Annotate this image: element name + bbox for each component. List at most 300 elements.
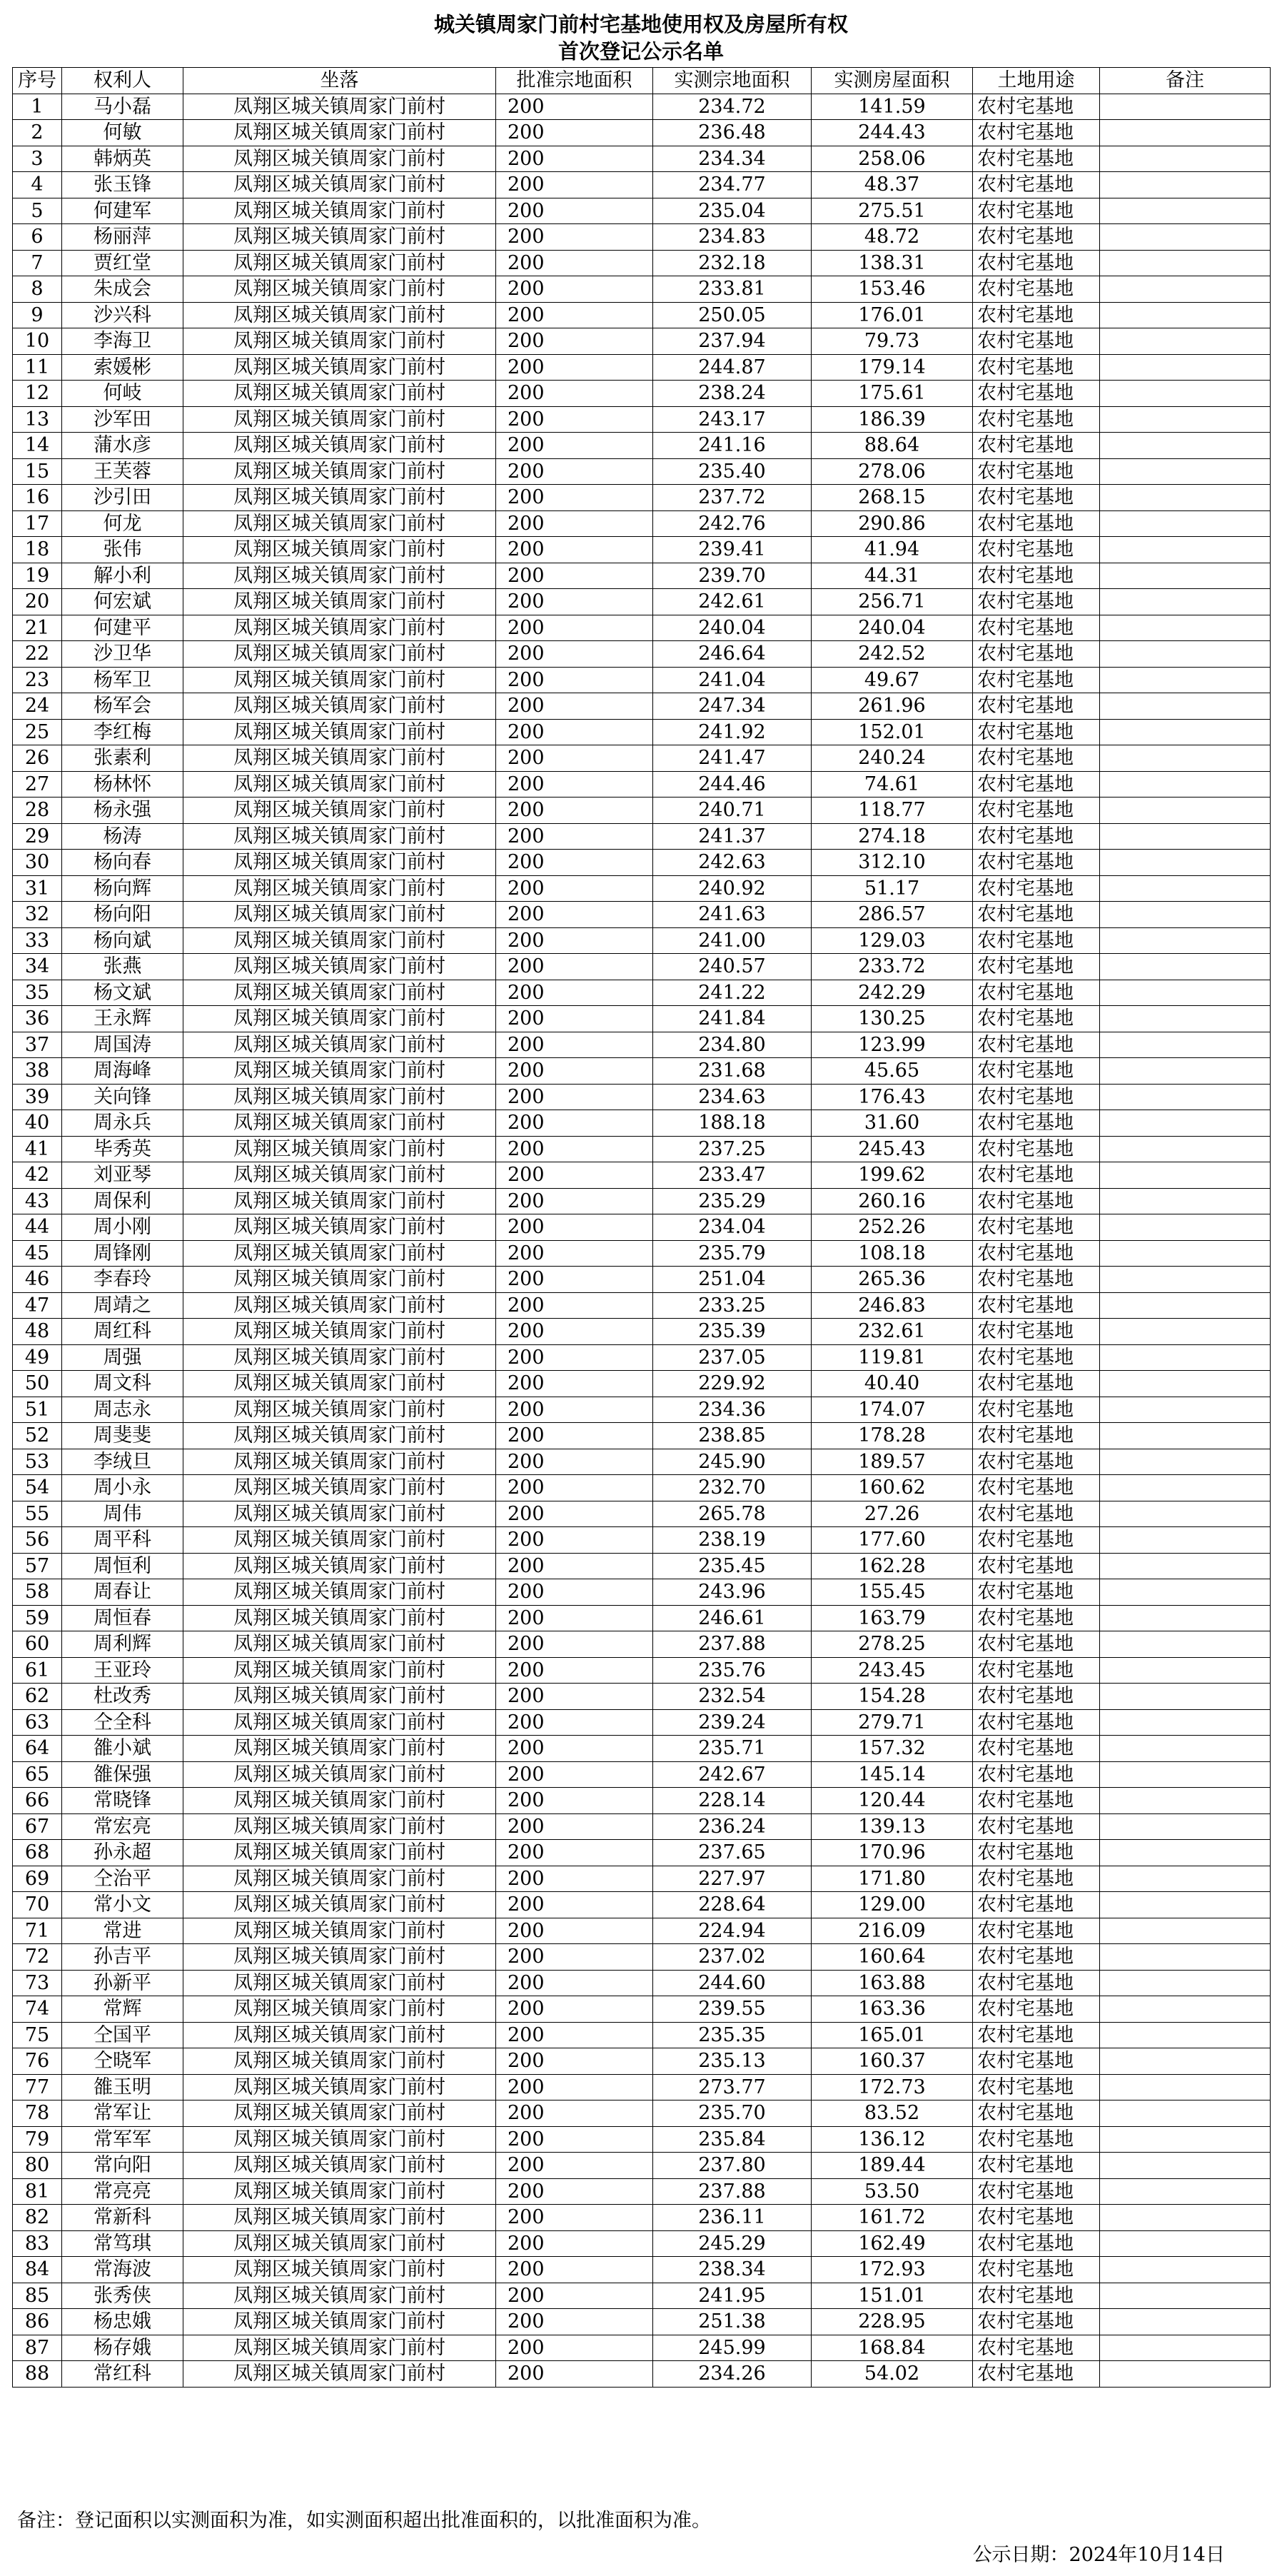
cell-owner: 周春让 <box>62 1579 183 1606</box>
cell-owner: 常进 <box>62 1918 183 1944</box>
cell-owner: 何宏斌 <box>62 589 183 615</box>
table-row <box>13 381 1271 407</box>
table-row <box>13 2309 1271 2335</box>
cell-location: 凤翔区城关镇周家门前村 <box>183 719 496 745</box>
cell-measured-house-area: 279.71 <box>812 1709 973 1736</box>
cell-measured-house-area: 141.59 <box>812 94 973 120</box>
cell-owner: 常军让 <box>62 2100 183 2127</box>
cell-no: 54 <box>13 1475 62 1501</box>
cell-no: 24 <box>13 693 62 720</box>
table-row <box>13 1553 1271 1579</box>
table-row <box>13 1084 1271 1110</box>
cell-measured-land-area: 239.70 <box>653 563 812 589</box>
header-location: 坐落 <box>183 68 496 94</box>
cell-measured-house-area: 118.77 <box>812 798 973 824</box>
cell-owner: 杨永强 <box>62 798 183 824</box>
cell-measured-house-area: 157.32 <box>812 1736 973 1762</box>
cell-measured-house-area: 240.04 <box>812 615 973 641</box>
cell-measured-house-area: 260.16 <box>812 1188 973 1214</box>
cell-approved-area: 200 <box>496 1918 653 1944</box>
cell-remarks <box>1100 2048 1271 2075</box>
cell-measured-land-area: 235.71 <box>653 1736 812 1762</box>
cell-location: 凤翔区城关镇周家门前村 <box>183 927 496 954</box>
cell-measured-house-area: 268.15 <box>812 485 973 511</box>
table-row <box>13 1267 1271 1293</box>
table-row <box>13 850 1271 876</box>
cell-no: 14 <box>13 433 62 459</box>
cell-location: 凤翔区城关镇周家门前村 <box>183 510 496 537</box>
cell-land-use: 农村宅基地 <box>973 2074 1100 2100</box>
cell-measured-land-area: 231.68 <box>653 1058 812 1085</box>
cell-no: 48 <box>13 1319 62 1345</box>
table-row <box>13 1319 1271 1345</box>
cell-no: 53 <box>13 1449 62 1475</box>
cell-measured-land-area: 244.60 <box>653 1970 812 1996</box>
cell-location: 凤翔区城关镇周家门前村 <box>183 1501 496 1527</box>
table-row <box>13 1684 1271 1710</box>
cell-approved-area: 200 <box>496 1423 653 1449</box>
cell-measured-house-area: 44.31 <box>812 563 973 589</box>
cell-land-use: 农村宅基地 <box>973 381 1100 407</box>
cell-land-use: 农村宅基地 <box>973 771 1100 798</box>
cell-measured-land-area: 235.76 <box>653 1657 812 1684</box>
cell-location: 凤翔区城关镇周家门前村 <box>183 798 496 824</box>
cell-measured-house-area: 163.88 <box>812 1970 973 1996</box>
cell-remarks <box>1100 302 1271 328</box>
cell-remarks <box>1100 1579 1271 1606</box>
cell-approved-area: 200 <box>496 1605 653 1631</box>
table-row <box>13 2126 1271 2153</box>
cell-land-use: 农村宅基地 <box>973 615 1100 641</box>
cell-remarks <box>1100 2100 1271 2127</box>
cell-owner: 杨林怀 <box>62 771 183 798</box>
table-row <box>13 1631 1271 1658</box>
cell-measured-land-area: 235.35 <box>653 2022 812 2048</box>
cell-owner: 周锋刚 <box>62 1240 183 1267</box>
cell-land-use: 农村宅基地 <box>973 1032 1100 1058</box>
cell-remarks <box>1100 1866 1271 1892</box>
cell-location: 凤翔区城关镇周家门前村 <box>183 1709 496 1736</box>
cell-measured-land-area: 245.99 <box>653 2335 812 2361</box>
cell-owner: 常辉 <box>62 1996 183 2023</box>
table-row <box>13 1136 1271 1162</box>
table-row <box>13 589 1271 615</box>
cell-location: 凤翔区城关镇周家门前村 <box>183 980 496 1006</box>
cell-no: 31 <box>13 875 62 902</box>
cell-location: 凤翔区城关镇周家门前村 <box>183 1006 496 1032</box>
cell-land-use: 农村宅基地 <box>973 1475 1100 1501</box>
table-row <box>13 798 1271 824</box>
cell-location: 凤翔区城关镇周家门前村 <box>183 1761 496 1788</box>
table-row <box>13 954 1271 980</box>
cell-remarks <box>1100 120 1271 146</box>
cell-measured-house-area: 179.14 <box>812 354 973 381</box>
cell-owner: 杨存娥 <box>62 2335 183 2361</box>
table-row <box>13 485 1271 511</box>
cell-remarks <box>1100 927 1271 954</box>
cell-remarks <box>1100 1657 1271 1684</box>
table-row <box>13 1214 1271 1241</box>
cell-measured-house-area: 165.01 <box>812 2022 973 2048</box>
cell-location: 凤翔区城关镇周家门前村 <box>183 954 496 980</box>
cell-location: 凤翔区城关镇周家门前村 <box>183 2283 496 2309</box>
cell-approved-area: 200 <box>496 1761 653 1788</box>
cell-no: 81 <box>13 2178 62 2205</box>
cell-remarks <box>1100 954 1271 980</box>
cell-measured-house-area: 261.96 <box>812 693 973 720</box>
cell-location: 凤翔区城关镇周家门前村 <box>183 2153 496 2179</box>
cell-measured-land-area: 241.92 <box>653 719 812 745</box>
cell-land-use: 农村宅基地 <box>973 2126 1100 2153</box>
cell-remarks <box>1100 1892 1271 1918</box>
table-row <box>13 1996 1271 2023</box>
cell-owner: 杨军卫 <box>62 667 183 693</box>
cell-owner: 杨涛 <box>62 823 183 850</box>
cell-measured-land-area: 238.24 <box>653 381 812 407</box>
cell-measured-land-area: 234.63 <box>653 1084 812 1110</box>
cell-location: 凤翔区城关镇周家门前村 <box>183 875 496 902</box>
table-row <box>13 1866 1271 1892</box>
table-row <box>13 1423 1271 1449</box>
table-row <box>13 1449 1271 1475</box>
cell-remarks <box>1100 1344 1271 1371</box>
table-row <box>13 1579 1271 1606</box>
cell-approved-area: 200 <box>496 224 653 251</box>
cell-approved-area: 200 <box>496 1397 653 1423</box>
cell-approved-area: 200 <box>496 2022 653 2048</box>
cell-owner: 周国涛 <box>62 1032 183 1058</box>
cell-location: 凤翔区城关镇周家门前村 <box>183 2022 496 2048</box>
cell-measured-land-area: 235.70 <box>653 2100 812 2127</box>
table-row <box>13 1892 1271 1918</box>
cell-location: 凤翔区城关镇周家门前村 <box>183 1110 496 1137</box>
cell-approved-area: 200 <box>496 2074 653 2100</box>
cell-approved-area: 200 <box>496 1319 653 1345</box>
cell-approved-area: 200 <box>496 1944 653 1971</box>
cell-measured-land-area: 235.13 <box>653 2048 812 2075</box>
cell-land-use: 农村宅基地 <box>973 2022 1100 2048</box>
cell-no: 83 <box>13 2230 62 2257</box>
cell-remarks <box>1100 2126 1271 2153</box>
cell-measured-land-area: 242.76 <box>653 510 812 537</box>
cell-land-use: 农村宅基地 <box>973 172 1100 198</box>
table-row <box>13 1032 1271 1058</box>
cell-measured-land-area: 234.36 <box>653 1397 812 1423</box>
cell-measured-house-area: 48.72 <box>812 224 973 251</box>
cell-measured-land-area: 241.00 <box>653 927 812 954</box>
table-row <box>13 1813 1271 1840</box>
cell-remarks <box>1100 1371 1271 1397</box>
cell-remarks <box>1100 719 1271 745</box>
cell-measured-house-area: 154.28 <box>812 1684 973 1710</box>
cell-measured-land-area: 234.83 <box>653 224 812 251</box>
cell-approved-area: 200 <box>496 1970 653 1996</box>
cell-approved-area: 200 <box>496 641 653 668</box>
cell-owner: 沙卫华 <box>62 641 183 668</box>
table-row <box>13 1970 1271 1996</box>
cell-location: 凤翔区城关镇周家门前村 <box>183 563 496 589</box>
cell-land-use: 农村宅基地 <box>973 2283 1100 2309</box>
cell-measured-land-area: 237.80 <box>653 2153 812 2179</box>
cell-owner: 周靖之 <box>62 1292 183 1319</box>
cell-owner: 李海卫 <box>62 328 183 355</box>
cell-land-use: 农村宅基地 <box>973 198 1100 224</box>
cell-measured-land-area: 241.16 <box>653 433 812 459</box>
cell-owner: 周强 <box>62 1344 183 1371</box>
cell-measured-house-area: 233.72 <box>812 954 973 980</box>
cell-measured-house-area: 41.94 <box>812 537 973 563</box>
cell-location: 凤翔区城关镇周家门前村 <box>183 1319 496 1345</box>
cell-location: 凤翔区城关镇周家门前村 <box>183 172 496 198</box>
cell-location: 凤翔区城关镇周家门前村 <box>183 667 496 693</box>
table-row <box>13 146 1271 172</box>
cell-land-use: 农村宅基地 <box>973 1267 1100 1293</box>
cell-measured-land-area: 234.26 <box>653 2361 812 2388</box>
cell-land-use: 农村宅基地 <box>973 1240 1100 1267</box>
cell-remarks <box>1100 485 1271 511</box>
cell-owner: 杨向春 <box>62 850 183 876</box>
cell-land-use: 农村宅基地 <box>973 641 1100 668</box>
cell-owner: 李绒旦 <box>62 1449 183 1475</box>
cell-owner: 常宏亮 <box>62 1813 183 1840</box>
cell-land-use: 农村宅基地 <box>973 1397 1100 1423</box>
cell-no: 60 <box>13 1631 62 1658</box>
cell-land-use: 农村宅基地 <box>973 1631 1100 1658</box>
cell-owner: 周永兵 <box>62 1110 183 1137</box>
cell-measured-house-area: 163.79 <box>812 1605 973 1631</box>
cell-measured-house-area: 246.83 <box>812 1292 973 1319</box>
cell-measured-house-area: 216.09 <box>812 1918 973 1944</box>
cell-measured-house-area: 170.96 <box>812 1840 973 1866</box>
cell-no: 51 <box>13 1397 62 1423</box>
cell-measured-house-area: 163.36 <box>812 1996 973 2023</box>
cell-remarks <box>1100 2022 1271 2048</box>
cell-approved-area: 200 <box>496 146 653 172</box>
cell-measured-house-area: 286.57 <box>812 902 973 928</box>
cell-land-use: 农村宅基地 <box>973 2100 1100 2127</box>
cell-measured-land-area: 234.80 <box>653 1032 812 1058</box>
cell-location: 凤翔区城关镇周家门前村 <box>183 302 496 328</box>
cell-location: 凤翔区城关镇周家门前村 <box>183 693 496 720</box>
cell-remarks <box>1100 381 1271 407</box>
cell-measured-land-area: 238.34 <box>653 2257 812 2283</box>
cell-location: 凤翔区城关镇周家门前村 <box>183 406 496 433</box>
cell-owner: 孙吉平 <box>62 1944 183 1971</box>
cell-owner: 沙兴科 <box>62 302 183 328</box>
cell-land-use: 农村宅基地 <box>973 563 1100 589</box>
table-row <box>13 1110 1271 1137</box>
cell-remarks <box>1100 2230 1271 2257</box>
cell-no: 33 <box>13 927 62 954</box>
cell-no: 71 <box>13 1918 62 1944</box>
cell-approved-area: 200 <box>496 1267 653 1293</box>
cell-measured-land-area: 240.92 <box>653 875 812 902</box>
cell-land-use: 农村宅基地 <box>973 850 1100 876</box>
cell-land-use: 农村宅基地 <box>973 2205 1100 2231</box>
cell-remarks <box>1100 1319 1271 1345</box>
cell-owner: 常笃琪 <box>62 2230 183 2257</box>
cell-measured-house-area: 152.01 <box>812 719 973 745</box>
cell-measured-house-area: 54.02 <box>812 2361 973 2388</box>
table-row <box>13 354 1271 381</box>
cell-remarks <box>1100 1032 1271 1058</box>
cell-remarks <box>1100 2205 1271 2231</box>
cell-no: 20 <box>13 589 62 615</box>
cell-no: 27 <box>13 771 62 798</box>
cell-owner: 仝晓军 <box>62 2048 183 2075</box>
cell-approved-area: 200 <box>496 771 653 798</box>
cell-measured-house-area: 120.44 <box>812 1788 973 1814</box>
cell-measured-land-area: 224.94 <box>653 1918 812 1944</box>
cell-land-use: 农村宅基地 <box>973 302 1100 328</box>
cell-location: 凤翔区城关镇周家门前村 <box>183 146 496 172</box>
cell-approved-area: 200 <box>496 589 653 615</box>
cell-approved-area: 200 <box>496 823 653 850</box>
table-row <box>13 771 1271 798</box>
cell-owner: 朱成会 <box>62 276 183 303</box>
cell-measured-house-area: 79.73 <box>812 328 973 355</box>
cell-approved-area: 200 <box>496 615 653 641</box>
cell-remarks <box>1100 1449 1271 1475</box>
cell-land-use: 农村宅基地 <box>973 1996 1100 2023</box>
cell-location: 凤翔区城关镇周家门前村 <box>183 1344 496 1371</box>
cell-measured-land-area: 265.78 <box>653 1501 812 1527</box>
cell-land-use: 农村宅基地 <box>973 224 1100 251</box>
cell-no: 57 <box>13 1553 62 1579</box>
cell-location: 凤翔区城关镇周家门前村 <box>183 589 496 615</box>
cell-measured-house-area: 108.18 <box>812 1240 973 1267</box>
header-land-use: 土地用途 <box>973 68 1100 94</box>
cell-owner: 常海波 <box>62 2257 183 2283</box>
cell-no: 23 <box>13 667 62 693</box>
cell-owner: 雒小斌 <box>62 1736 183 1762</box>
cell-measured-land-area: 228.64 <box>653 1892 812 1918</box>
table-row <box>13 902 1271 928</box>
cell-no: 65 <box>13 1761 62 1788</box>
cell-measured-house-area: 130.25 <box>812 1006 973 1032</box>
cell-approved-area: 200 <box>496 850 653 876</box>
cell-remarks <box>1100 276 1271 303</box>
cell-location: 凤翔区城关镇周家门前村 <box>183 458 496 485</box>
table-header-row <box>13 68 1271 94</box>
cell-land-use: 农村宅基地 <box>973 510 1100 537</box>
table-row <box>13 1788 1271 1814</box>
cell-measured-land-area: 239.55 <box>653 1996 812 2023</box>
cell-location: 凤翔区城关镇周家门前村 <box>183 1240 496 1267</box>
cell-location: 凤翔区城关镇周家门前村 <box>183 1475 496 1501</box>
table-row <box>13 1761 1271 1788</box>
cell-approved-area: 200 <box>496 875 653 902</box>
cell-approved-area: 200 <box>496 1892 653 1918</box>
cell-remarks <box>1100 1631 1271 1658</box>
table-row <box>13 1657 1271 1684</box>
cell-measured-house-area: 162.49 <box>812 2230 973 2257</box>
cell-land-use: 农村宅基地 <box>973 1788 1100 1814</box>
cell-remarks <box>1100 354 1271 381</box>
cell-approved-area: 200 <box>496 2126 653 2153</box>
cell-approved-area: 200 <box>496 2283 653 2309</box>
cell-remarks <box>1100 146 1271 172</box>
cell-measured-house-area: 138.31 <box>812 250 973 276</box>
cell-remarks <box>1100 1475 1271 1501</box>
cell-approved-area: 200 <box>496 1553 653 1579</box>
cell-location: 凤翔区城关镇周家门前村 <box>183 2126 496 2153</box>
cell-remarks <box>1100 328 1271 355</box>
cell-remarks <box>1100 1188 1271 1214</box>
cell-no: 61 <box>13 1657 62 1684</box>
publish-date: 公示日期：2024年10月14日 <box>972 2544 1225 2566</box>
cell-measured-land-area: 245.29 <box>653 2230 812 2257</box>
cell-location: 凤翔区城关镇周家门前村 <box>183 1449 496 1475</box>
cell-no: 82 <box>13 2205 62 2231</box>
cell-measured-house-area: 171.80 <box>812 1866 973 1892</box>
cell-owner: 常亮亮 <box>62 2178 183 2205</box>
cell-measured-land-area: 246.64 <box>653 641 812 668</box>
cell-location: 凤翔区城关镇周家门前村 <box>183 850 496 876</box>
table-body <box>13 94 1271 2387</box>
cell-land-use: 农村宅基地 <box>973 927 1100 954</box>
cell-location: 凤翔区城关镇周家门前村 <box>183 1084 496 1110</box>
cell-measured-house-area: 275.51 <box>812 198 973 224</box>
cell-remarks <box>1100 563 1271 589</box>
cell-approved-area: 200 <box>496 2335 653 2361</box>
cell-no: 9 <box>13 302 62 328</box>
cell-approved-area: 200 <box>496 719 653 745</box>
cell-approved-area: 200 <box>496 667 653 693</box>
cell-land-use: 农村宅基地 <box>973 354 1100 381</box>
cell-land-use: 农村宅基地 <box>973 1866 1100 1892</box>
cell-remarks <box>1100 1397 1271 1423</box>
cell-no: 35 <box>13 980 62 1006</box>
table-row <box>13 1397 1271 1423</box>
cell-measured-house-area: 265.36 <box>812 1267 973 1293</box>
table-row <box>13 667 1271 693</box>
cell-no: 88 <box>13 2361 62 2388</box>
cell-location: 凤翔区城关镇周家门前村 <box>183 328 496 355</box>
table-row <box>13 1918 1271 1944</box>
table-row <box>13 719 1271 745</box>
cell-remarks <box>1100 1788 1271 1814</box>
cell-measured-house-area: 244.43 <box>812 120 973 146</box>
table-row <box>13 823 1271 850</box>
cell-measured-house-area: 172.93 <box>812 2257 973 2283</box>
table-row <box>13 1736 1271 1762</box>
cell-location: 凤翔区城关镇周家门前村 <box>183 823 496 850</box>
cell-remarks <box>1100 641 1271 668</box>
cell-measured-land-area: 237.94 <box>653 328 812 355</box>
cell-measured-house-area: 274.18 <box>812 823 973 850</box>
cell-remarks <box>1100 406 1271 433</box>
cell-remarks <box>1100 172 1271 198</box>
cell-land-use: 农村宅基地 <box>973 328 1100 355</box>
cell-approved-area: 200 <box>496 328 653 355</box>
cell-approved-area: 200 <box>496 1657 653 1684</box>
cell-remarks <box>1100 850 1271 876</box>
table-row <box>13 745 1271 772</box>
cell-land-use: 农村宅基地 <box>973 2335 1100 2361</box>
cell-owner: 关向锋 <box>62 1084 183 1110</box>
cell-remarks <box>1100 1736 1271 1762</box>
table-row <box>13 1344 1271 1371</box>
cell-land-use: 农村宅基地 <box>973 1188 1100 1214</box>
cell-measured-house-area: 258.06 <box>812 146 973 172</box>
cell-owner: 周恒春 <box>62 1605 183 1631</box>
cell-approved-area: 200 <box>496 537 653 563</box>
cell-remarks <box>1100 1110 1271 1137</box>
cell-land-use: 农村宅基地 <box>973 1840 1100 1866</box>
cell-land-use: 农村宅基地 <box>973 823 1100 850</box>
cell-owner: 周志永 <box>62 1397 183 1423</box>
